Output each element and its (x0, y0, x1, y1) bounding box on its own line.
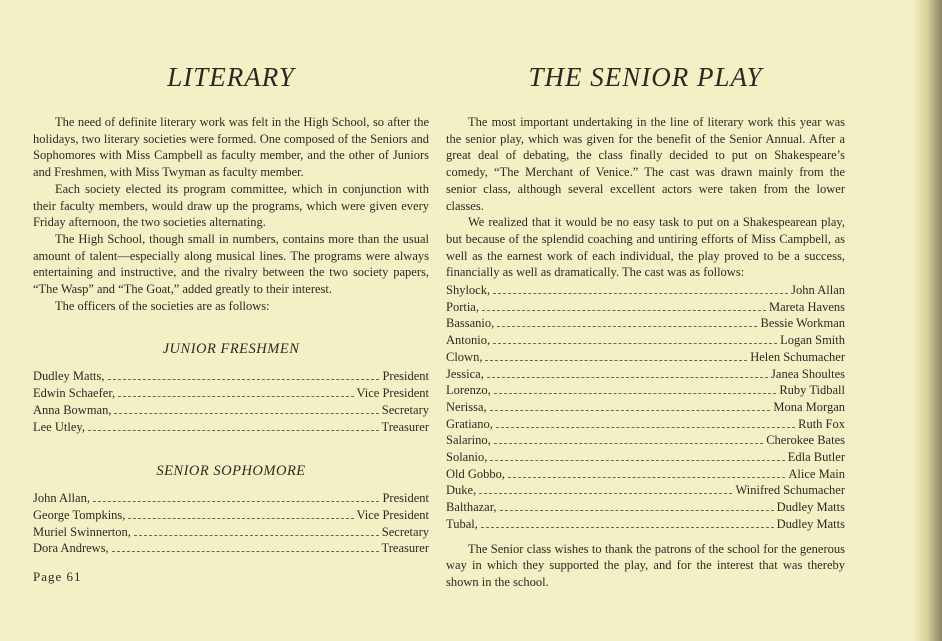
cast-actor: Ruby Tidball (779, 383, 845, 398)
officer-row (33, 385, 429, 402)
dotted-leader (482, 301, 766, 311)
dotted-leader (485, 351, 747, 361)
literary-paragraph: Each society elected its program committee, which in conjunction with their faculty members, would draw up the programs, which were given every Friday afternoon, the two societies alternating. (33, 181, 429, 230)
cast-actor: Dudley Matts (776, 516, 845, 531)
dotted-leader (508, 468, 785, 478)
cast-role: Jessica, (446, 366, 484, 381)
cast-role: Duke, (446, 483, 477, 498)
officer-name: Dora Andrews, (33, 541, 109, 556)
dotted-leader (496, 418, 795, 428)
dotted-leader (500, 501, 774, 511)
dotted-leader (479, 484, 732, 494)
literary-title: LITERARY (167, 62, 295, 92)
officer-role: Vice President (356, 386, 429, 401)
cast-row (446, 466, 845, 483)
cast-row (446, 315, 845, 332)
cast-actor: John Allan (791, 283, 845, 298)
dotted-leader (118, 387, 353, 397)
officer-name: Muriel Swinnerton, (33, 524, 131, 539)
dotted-leader (490, 401, 771, 411)
cast-actor: Cherokee Bates (766, 433, 845, 448)
literary-paragraph: The officers of the societies are as follows: (55, 298, 270, 313)
dotted-leader (493, 284, 788, 294)
cast-actor: Logan Smith (780, 333, 845, 348)
cast-role: Bassanio, (446, 316, 495, 331)
cast-actor: Mareta Havens (768, 299, 845, 314)
cast-role: Lorenzo, (446, 383, 491, 398)
officer-row (33, 402, 429, 419)
cast-role: Balthazar, (446, 500, 497, 515)
cast-role: Nerissa, (446, 399, 487, 414)
cast-actor: Edla Butler (787, 450, 845, 465)
officer-row (33, 490, 429, 507)
senior-play-column (446, 58, 845, 591)
officer-role: President (382, 369, 429, 384)
cast-row (446, 499, 845, 516)
officer-name: Lee Utley, (33, 419, 85, 434)
dotted-leader (497, 317, 757, 327)
officer-row (33, 419, 429, 436)
dotted-leader (128, 509, 353, 519)
officer-row (33, 507, 429, 524)
senior-play-title: THE SENIOR PLAY (528, 62, 763, 92)
dotted-leader (481, 518, 774, 528)
cast-role: Gratiano, (446, 416, 493, 431)
senior-sophomore-officers (33, 490, 429, 557)
officer-name: Dudley Matts, (33, 369, 105, 384)
officer-row (33, 540, 429, 557)
cast-role: Antonio, (446, 333, 491, 348)
cast-role: Tubal, (446, 516, 478, 531)
dotted-leader (134, 526, 379, 536)
junior-freshmen-officers (33, 368, 429, 435)
officer-row (33, 524, 429, 541)
officer-row (33, 368, 429, 385)
cast-actor: Dudley Matts (776, 500, 845, 515)
dotted-leader (493, 334, 777, 344)
cast-row (446, 449, 845, 466)
dotted-leader (494, 434, 763, 444)
senior-play-paragraph: The most important undertaking in the line of literary work this year was the senior play, which was given for the benefit of the Senior Annual. After a great deal of debating, the class finally decided to put on Shakespeare’s comedy, “The Merchant of Venice.” The cast was drawn mainly from the senior class, although several excellent actors were taken from the lower classes. (446, 115, 845, 213)
officer-role: Treasurer (381, 419, 429, 434)
cast-role: Clown, (446, 349, 483, 364)
cast-row (446, 382, 845, 399)
closing-paragraph: The Senior class wishes to thank the patrons of the school for the generous way in which they supported the play, and for the interest that was thereby shown in the school. (446, 541, 845, 589)
officer-name: Edwin Schaefer, (33, 386, 116, 401)
cast-role: Portia, (446, 299, 479, 314)
cast-row (446, 299, 845, 316)
officer-role: President (382, 491, 429, 506)
senior-play-paragraph: We realized that it would be no easy task to put on a Shakespearean play, but because of the splendid coaching and untiring efforts of Miss Campbell, as well as the earnest work of each individual, the play proved to be a success, financially as well as dramatically. The cast was as follows: (446, 215, 845, 280)
cast-role: Shylock, (446, 283, 491, 298)
officer-role: Secretary (381, 524, 429, 539)
cast-role: Solanio, (446, 450, 488, 465)
cast-role: Old Gobbo, (446, 466, 506, 481)
senior-sophomore-heading: SENIOR SOPHOMORE (156, 463, 306, 480)
dotted-leader (108, 370, 380, 380)
dotted-leader (490, 451, 784, 461)
junior-freshmen-heading: JUNIOR FRESHMEN (162, 341, 300, 358)
literary-column (33, 58, 429, 557)
dotted-leader (112, 542, 379, 552)
dotted-leader (494, 384, 777, 394)
cast-actor: Alice Main (788, 466, 845, 481)
cast-row (446, 399, 845, 416)
page-number: Page 61 (33, 569, 82, 584)
cast-list (446, 282, 845, 533)
dotted-leader (487, 368, 768, 378)
officer-role: Secretary (381, 402, 429, 417)
cast-row (446, 349, 845, 366)
cast-actor: Bessie Workman (760, 316, 845, 331)
book-spine-shadow (914, 0, 942, 641)
cast-actor: Helen Schumacher (750, 349, 845, 364)
dotted-leader (114, 404, 378, 414)
literary-paragraph: The High School, though small in numbers, contains more than the usual amount of talent—especially along musical lines. The programs were always entertaining and instructive, and the rivalry between the two society papers, “The Wasp” and “The Goat,” added greatly to their interest. (33, 231, 429, 297)
officer-role: Treasurer (381, 541, 429, 556)
officer-name: Anna Bowman, (33, 402, 112, 417)
cast-row (446, 282, 845, 299)
cast-row (446, 366, 845, 383)
literary-paragraph: The need of definite literary work was felt in the High School, so after the holidays, two literary societies were formed. One composed of the Seniors and Sophomores with Miss Campbell as faculty member, and the other of Juniors and Freshmen, with Miss Twyman as faculty member. (33, 115, 429, 180)
cast-row (446, 432, 845, 449)
officer-name: John Allan, (33, 491, 90, 506)
officer-name: George Tompkins, (33, 507, 126, 522)
cast-actor: Winifred Schumacher (735, 483, 845, 498)
dotted-leader (93, 492, 380, 502)
cast-row (446, 332, 845, 349)
dotted-leader (88, 421, 379, 431)
cast-actor: Mona Morgan (773, 399, 845, 414)
cast-role: Salarino, (446, 433, 491, 448)
cast-row (446, 516, 845, 533)
cast-row (446, 416, 845, 433)
officer-role: Vice President (356, 507, 429, 522)
cast-row (446, 482, 845, 499)
cast-actor: Janea Shoultes (771, 366, 845, 381)
cast-actor: Ruth Fox (798, 416, 845, 431)
